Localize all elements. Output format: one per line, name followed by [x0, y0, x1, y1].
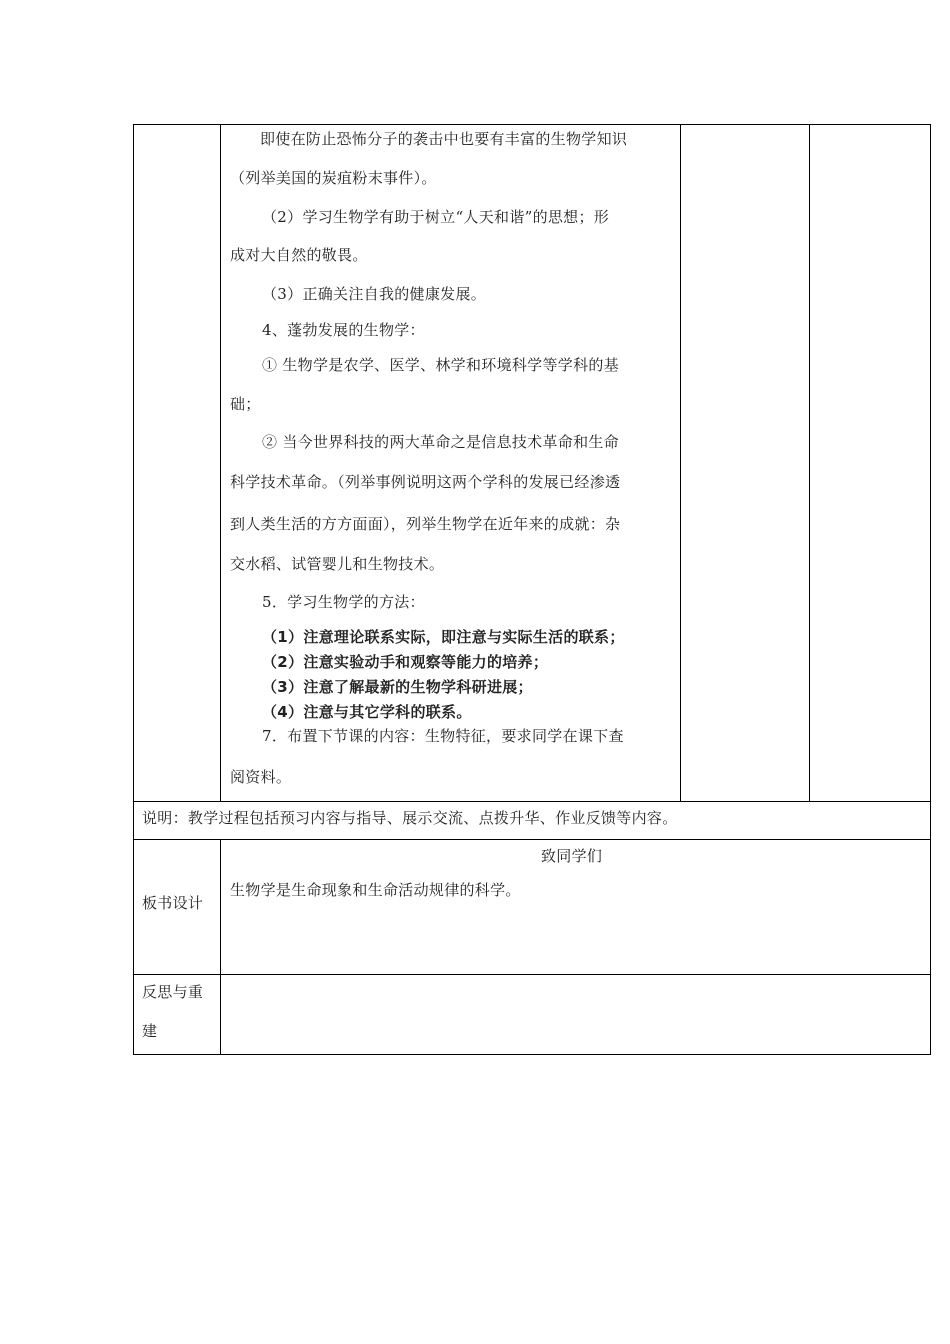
method-item: （3）注意了解最新的生物学科研进展； — [262, 678, 533, 696]
table-border-left — [133, 124, 134, 1055]
content-line: 成对大自然的敬畏。 — [230, 246, 368, 264]
content-line: （列举美国的炭疽粉末事件）。 — [230, 169, 437, 187]
col-divider-1-bottom — [220, 839, 221, 1055]
homework-line: 7．布置下节课的内容：生物特征，要求同学在课下查 — [262, 727, 624, 745]
row-divider-reflection — [133, 974, 931, 975]
content-line: （3）正确关注自我的健康发展。 — [262, 285, 487, 303]
reflection-label: 反思与重 — [142, 983, 204, 1001]
board-label: 板书设计 — [142, 894, 204, 912]
content-line: （2）学习生物学有助于树立“人天和谐”的思想；形 — [262, 208, 610, 226]
content-line: 础； — [230, 395, 261, 413]
col-divider-1-top — [220, 124, 221, 802]
table-border-right — [930, 124, 931, 1055]
board-heading: 致同学们 — [541, 847, 603, 865]
content-line: 5．学习生物学的方法： — [262, 593, 425, 611]
table-border-top — [133, 124, 931, 125]
content-line: ① 生物学是农学、医学、林学和环境科学等学科的基 — [262, 356, 619, 374]
method-item: （4）注意与其它学科的联系。 — [262, 703, 472, 721]
table-border-bottom — [133, 1054, 931, 1055]
col-divider-2 — [680, 124, 681, 802]
reflection-label: 建 — [142, 1022, 158, 1040]
method-item: （2）注意实验动手和观察等能力的培养； — [262, 653, 549, 671]
content-line: 4、蓬勃发展的生物学： — [262, 321, 425, 339]
content-line: 到人类生活的方方面面），列举生物学在近年来的成就：杂 — [230, 515, 621, 533]
col-divider-3 — [809, 124, 810, 802]
method-item: （1）注意理论联系实际，即注意与实际生活的联系； — [262, 628, 625, 646]
content-line: 科学技术革命。（列举事例说明这两个学科的发展已经渗透 — [230, 473, 621, 491]
row-divider-board — [133, 839, 931, 840]
homework-line: 阅资料。 — [230, 768, 292, 786]
content-line: ② 当今世界科技的两大革命之是信息技术革命和生命 — [262, 433, 619, 451]
content-line: 即使在防止恐怖分子的袭击中也要有丰富的生物学知识 — [260, 130, 628, 148]
board-text: 生物学是生命现象和生命活动规律的科学。 — [230, 881, 521, 899]
content-line: 交水稻、试管婴儿和生物技术。 — [230, 555, 445, 573]
row-divider-note — [133, 801, 931, 802]
note-text: 说明：教学过程包括预习内容与指导、展示交流、点拨升华、作业反馈等内容。 — [142, 809, 678, 827]
